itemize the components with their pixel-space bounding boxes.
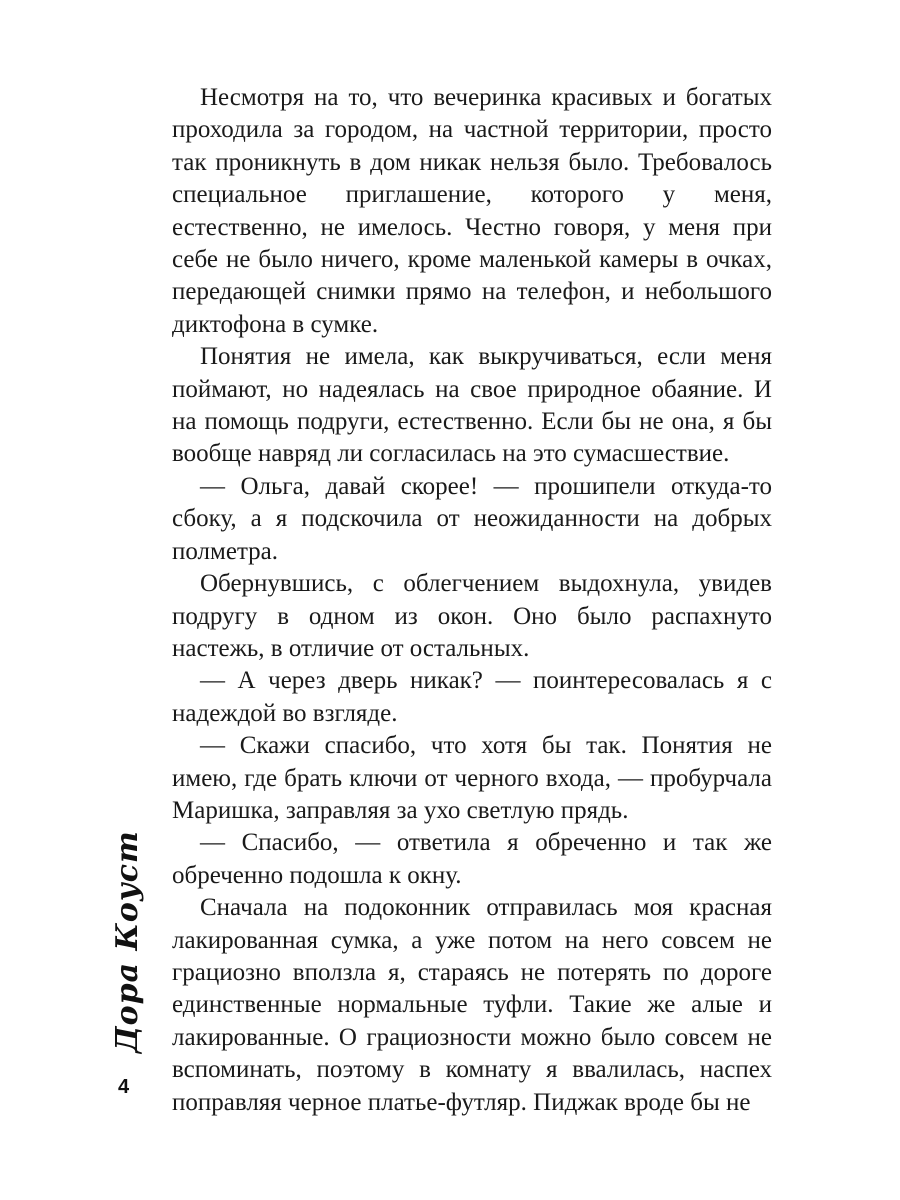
dialogue-line: — А через дверь никак? — поинтересовалась я с надеждой во взгляде. [172, 667, 772, 727]
paragraph: Сначала на подоконник отправилась моя красная лакированная сумка, а уже потом на него совсем не грациозно вползла я, стараясь не потерять по дороге единственные нормальные туфли. Такие же алые и лакированные. О грациозности можно было совсем не вспоминать, поэтому в комнату я ввалилась, наспех поправляя черное платье-футляр. Пиджак вроде бы не [172, 894, 772, 1116]
dialogue-line: — Скажи спасибо, что хотя бы так. Понятия не имею, где брать ключи от черного входа, — пробурчала Маришка, заправляя за ухо светлую прядь. [172, 732, 772, 824]
body-text [172, 82, 772, 1119]
paragraph: Несмотря на то, что вечеринка красивых и богатых проходила за городом, на частной территории, просто так проникнуть в дом никак нельзя было. Требовалось специальное приглашение, которого у меня, естественно, не имелось. Честно говоря, у меня при себе не было ничего, кроме маленькой камеры в очках, передающей снимки прямо на телефон, и небольшого диктофона в сумке. [172, 84, 772, 338]
dialogue-line: — Ольга, давай скорее! — прошипели откуда-то сбоку, а я подскочила от неожиданности на добрых полметра. [172, 472, 772, 565]
author-name: Дора Коуст [110, 830, 145, 1053]
dialogue-line: — Спасибо, — ответила я обреченно и так же обреченно подошла к окну. [172, 829, 772, 889]
paragraph: Понятия не имела, как выкручиваться, если меня поймают, но надеялась на свое природное обаяние. И на помощь подруги, естественно. Если бы не она, я бы вообще навряд ли согласилась на это сумасшествие. [172, 343, 772, 468]
page-number: 4 [118, 1076, 130, 1098]
paragraph: Обернувшись, с облегчением выдохнула, увидев подругу в одном из окон. Оно было распахнуто настежь, в отличие от остальных. [172, 570, 772, 662]
